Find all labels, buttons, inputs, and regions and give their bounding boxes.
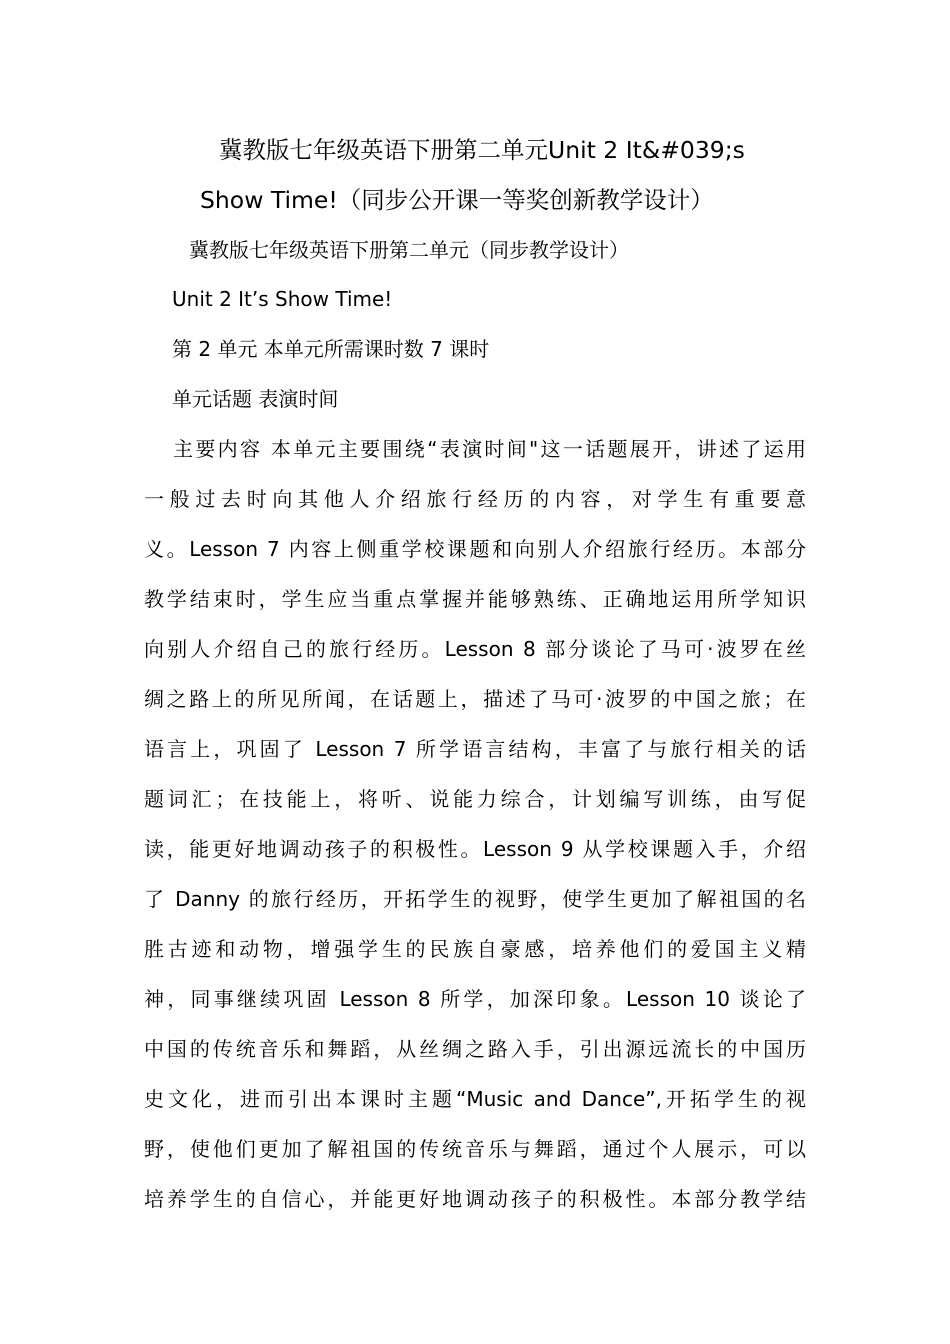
- paragraph-line: 语言上，巩固了 Lesson 7 所学语言结构，丰富了与旅行相关的话: [144, 737, 806, 761]
- unit-topic: 单元话题 表演时间: [172, 387, 339, 411]
- paragraph-line: 义。Lesson 7 内容上侧重学校课题和向别人介绍旅行经历。本部分: [144, 537, 806, 561]
- unit-heading: Unit 2 It’s Show Time!: [172, 287, 393, 311]
- paragraph-line: 题词汇；在技能上，将听、说能力综合，计划编写训练，由写促: [144, 787, 806, 811]
- paragraph-line: 野，使他们更加了解祖国的传统音乐与舞蹈，通过个人展示，可以: [144, 1137, 806, 1161]
- paragraph-line: 神，同事继续巩固 Lesson 8 所学，加深印象。Lesson 10 谈论了: [144, 987, 806, 1011]
- paragraph-line: 一般过去时向其他人介绍旅行经历的内容，对学生有重要意: [144, 487, 806, 511]
- document-title-line-1: 冀教版七年级英语下册第二单元Unit 2 It&#039;s: [219, 136, 745, 164]
- main-content-paragraph: [144, 424, 806, 1224]
- paragraph-line: 史文化，进而引出本课时主题“Music and Dance”,开拓学生的视: [144, 1087, 806, 1111]
- paragraph-line: 读，能更好地调动孩子的积极性。Lesson 9 从学校课题入手，介绍: [144, 837, 806, 861]
- unit-hours: 第 2 单元 本单元所需课时数 7 课时: [172, 337, 490, 361]
- paragraph-line: 培养学生的自信心，并能更好地调动孩子的积极性。本部分教学结: [144, 1187, 806, 1211]
- paragraph-line: 绸之路上的所见所闻，在话题上，描述了马可·波罗的中国之旅；在: [144, 687, 806, 711]
- paragraph-line: 了 Danny 的旅行经历，开拓学生的视野，使学生更加了解祖国的名: [144, 887, 806, 911]
- paragraph-line: 中国的传统音乐和舞蹈，从丝绸之路入手，引出源远流长的中国历: [144, 1037, 806, 1061]
- document-title-line-2: Show Time!（同步公开课一等奖创新教学设计）: [200, 186, 714, 214]
- paragraph-line: 胜古迹和动物，增强学生的民族自豪感，培养他们的爱国主义精: [144, 937, 806, 961]
- document-subtitle: 冀教版七年级英语下册第二单元（同步教学设计）: [189, 238, 629, 262]
- paragraph-line: 教学结束时，学生应当重点掌握并能够熟练、正确地运用所学知识: [144, 587, 806, 611]
- paragraph-line: 向别人介绍自己的旅行经历。Lesson 8 部分谈论了马可·波罗在丝: [144, 637, 806, 661]
- paragraph-line: 主要内容 本单元主要围绕“表演时间"这一话题展开，讲述了运用: [173, 437, 806, 461]
